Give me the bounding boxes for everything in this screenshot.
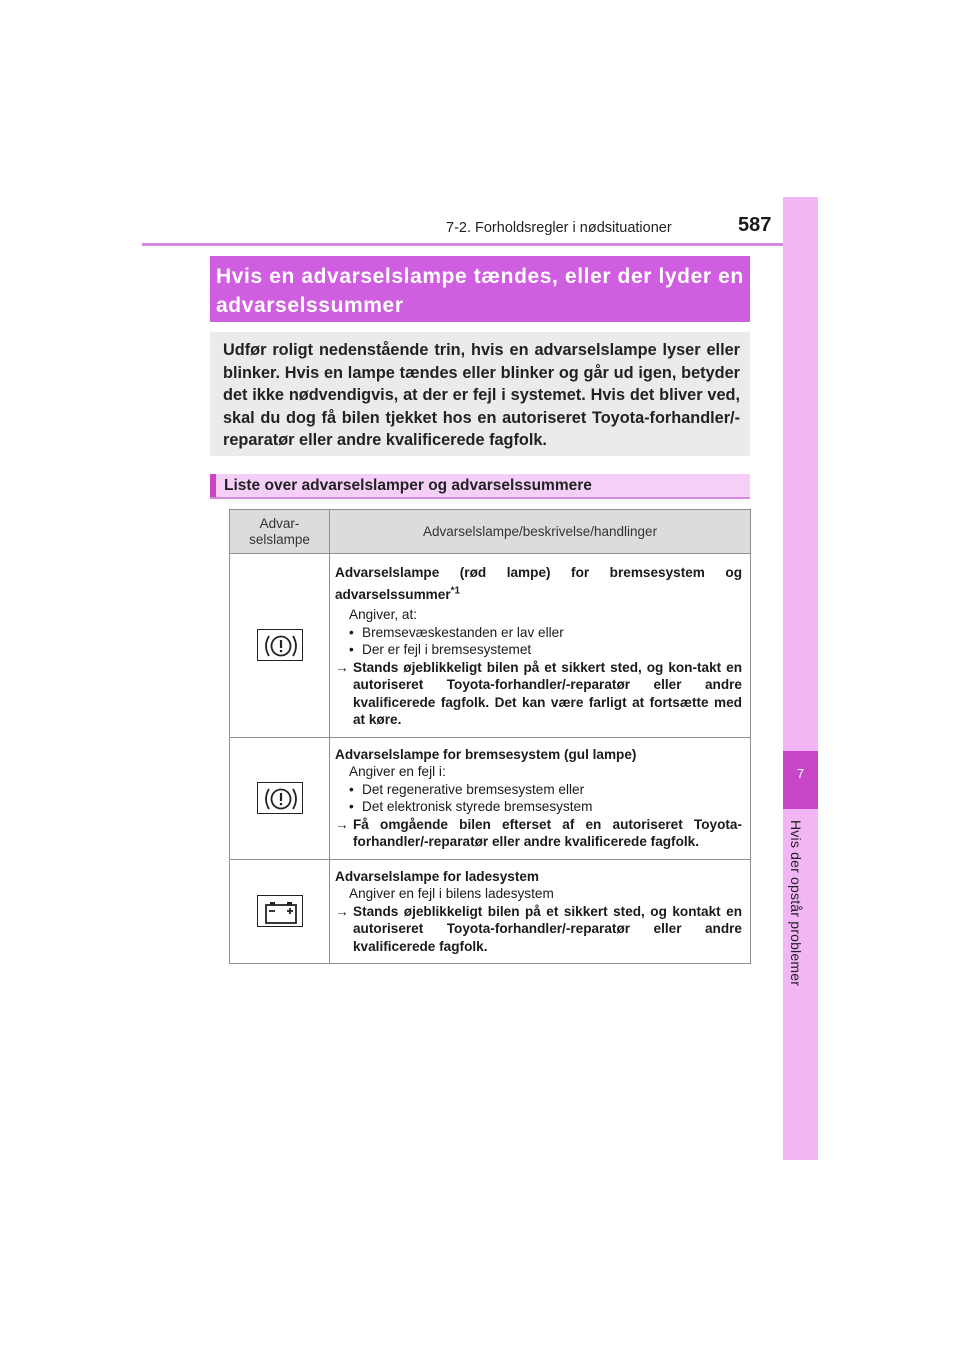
- page-number: 587: [738, 214, 772, 236]
- table-row: [230, 737, 751, 859]
- table-header-row: [230, 510, 751, 554]
- subsection-marker: [210, 474, 216, 497]
- lamp-action-text: Stands øjeblikkeligt bilen på et sikkert sted, og kon-takt en autoriseret Toyota-forhandler/-reparatør eller andre kvalificerede fagfolk. Det kan være farligt at fortsætte med at køre.: [353, 659, 742, 727]
- lamp-title-text: Advarselslampe (rød lampe) for bremsesystem og advarselssummer: [335, 565, 742, 602]
- intro-box: [210, 332, 750, 456]
- lamp-cell: [230, 554, 330, 738]
- arrow-icon: →: [335, 816, 349, 832]
- lamp-bullet: [335, 798, 742, 816]
- header-description: Advarselslampe/beskrivelse/handlinger: [330, 510, 751, 554]
- section-header: 7-2. Forholdsregler i nødsituationer: [446, 220, 672, 236]
- lamp-title: [335, 868, 742, 886]
- description-cell: [330, 737, 751, 859]
- lamp-meaning: Angiver en fejl i:: [349, 764, 446, 779]
- lamp-action-text: Få omgående bilen efterset af en autoriseret Toyota-forhandler/-reparatør eller andre kvalificerede fagfolk.: [353, 816, 742, 849]
- header-divider: [142, 243, 818, 246]
- lamp-meaning: Angiver en fejl i bilens ladesystem: [349, 886, 554, 901]
- section-title: Hvis en advarselslampe tændes, eller der lyder en advarselssummer: [216, 265, 744, 317]
- lamp-action: [335, 659, 742, 729]
- section-title-box: [210, 256, 750, 322]
- table-row: [230, 554, 751, 738]
- header-lamp-label: Advar- selslampe: [249, 515, 310, 547]
- lamp-bullet: [335, 641, 742, 659]
- lamp-title-text: Advarselslampe for ladesystem: [335, 868, 540, 884]
- lamp-bullet: [335, 781, 742, 799]
- arrow-icon: →: [335, 903, 349, 919]
- lamp-action: [335, 903, 742, 956]
- lamp-title: [335, 746, 742, 764]
- battery-icon: [257, 895, 303, 927]
- lamp-cell: [230, 859, 330, 964]
- arrow-icon: →: [335, 659, 349, 675]
- bullet-mark: •: [349, 781, 354, 797]
- intro-text: Udfør roligt nedenstående trin, hvis en advarselslampe lyser eller blinker. Hvis en lampe tændes eller blinker og går ud igen, betyder det ikke nødvendigvis, at der er fejl i systemet. Hvis det bliver ved, skal du dog få bilen tjekket hos en autoriseret Toyota-forhandler/-reparatør eller andre kvalificerede fagfolk.: [223, 341, 740, 450]
- bullet-mark: •: [349, 624, 354, 640]
- bullet-text: Bremsevæskestanden er lav eller: [362, 624, 564, 640]
- chapter-title: Hvis der opstår problemer: [788, 820, 804, 987]
- lamp-title-text: Advarselslampe for bremsesystem (gul lampe): [335, 746, 637, 762]
- lamp-bullet: [335, 624, 742, 642]
- description-cell: [330, 859, 751, 964]
- warning-lamp-table: [229, 509, 751, 964]
- subsection-title: Liste over advarselslamper og advarselssummere: [224, 477, 592, 494]
- description-cell: [330, 554, 751, 738]
- footnote-ref: *1: [450, 585, 461, 597]
- table-row: [230, 859, 751, 964]
- lamp-meaning: Angiver, at:: [349, 607, 418, 622]
- chapter-number: 7: [796, 766, 805, 781]
- bullet-mark: •: [349, 642, 354, 657]
- lamp-action-text: Stands øjeblikkeligt bilen på et sikkert sted, og kontakt en autoriseret Toyota-forhandler/-reparatør eller andre kvalificerede fagfolk.: [353, 903, 742, 954]
- subsection-heading: [210, 474, 750, 499]
- bullet-text: Det regenerative bremsesystem eller: [362, 781, 585, 797]
- brake-warning-icon: [257, 629, 303, 661]
- lamp-action: [335, 816, 742, 851]
- bullet-mark: •: [349, 799, 354, 814]
- brake-warning-icon: [257, 782, 303, 814]
- lamp-cell: [230, 737, 330, 859]
- bullet-text: Der er fejl i bremsesystemet: [362, 642, 532, 657]
- bullet-text: Det elektronisk styrede bremsesystem: [362, 799, 593, 814]
- header-lamp: [230, 510, 330, 554]
- chapter-side-tab: [783, 197, 818, 1160]
- lamp-title: [335, 562, 742, 606]
